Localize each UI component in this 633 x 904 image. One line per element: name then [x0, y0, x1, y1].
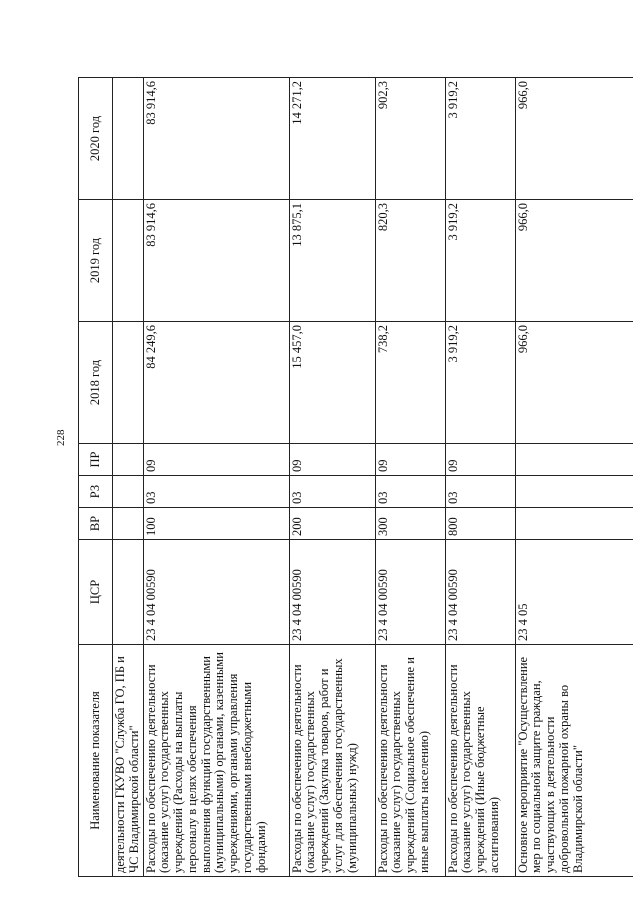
- row-vr: 800: [445, 508, 515, 540]
- table-row: [515, 78, 633, 877]
- row-2020: 3 919,2: [445, 78, 515, 200]
- row-pr: [113, 444, 144, 476]
- row-pr: 09: [143, 444, 289, 476]
- row-pr: 09: [445, 444, 515, 476]
- header-2019: 2019 год: [79, 200, 113, 322]
- row-name: деятельности ГКУВО "Служба ГО, ПБ и ЧС Владимирской области": [113, 645, 144, 877]
- row-2018: 966,0: [515, 322, 633, 444]
- row-2019: 3 919,2: [445, 200, 515, 322]
- row-name: Расходы по обеспечению деятельности (оказание услуг) государственных учреждений (Расходы на выплаты персоналу в целях обеспечения выполнения функций государственными (муниципальными) органами, казенными учреждениями, органами управления государственными внебюджетными фондами): [143, 645, 289, 877]
- row-csr: 23 4 04 00590: [445, 540, 515, 645]
- row-rz: 03: [143, 476, 289, 508]
- row-name: Расходы по обеспечению деятельности (оказание услуг) государственных учреждений (Социальное обеспечение и иные выплаты населению): [375, 645, 445, 877]
- row-2020: 902,3: [375, 78, 445, 200]
- row-pr: [515, 444, 633, 476]
- table-row: [113, 78, 144, 877]
- header-vr: ВР: [79, 508, 113, 540]
- row-2019: [113, 200, 144, 322]
- header-rz: РЗ: [79, 476, 113, 508]
- row-2018: 15 457,0: [289, 322, 375, 444]
- row-vr: [515, 508, 633, 540]
- row-2019: 820,3: [375, 200, 445, 322]
- row-vr: 300: [375, 508, 445, 540]
- header-pr: ПР: [79, 444, 113, 476]
- row-vr: 200: [289, 508, 375, 540]
- row-2019: 83 914,6: [143, 200, 289, 322]
- row-csr: [113, 540, 144, 645]
- row-2020: 14 271,2: [289, 78, 375, 200]
- row-csr: 23 4 04 00590: [375, 540, 445, 645]
- header-row: [79, 78, 113, 877]
- header-2020: 2020 год: [79, 78, 113, 200]
- budget-table: [78, 77, 633, 877]
- row-vr: [113, 508, 144, 540]
- row-2020: 966,0: [515, 78, 633, 200]
- table-row: [289, 78, 375, 877]
- row-2019: 966,0: [515, 200, 633, 322]
- row-name: Расходы по обеспечению деятельности (оказание услуг) государственных учреждений (Иные бюджетные ассигнования): [445, 645, 515, 877]
- row-rz: 03: [375, 476, 445, 508]
- row-rz: [113, 476, 144, 508]
- row-rz: 03: [289, 476, 375, 508]
- row-2018: 738,2: [375, 322, 445, 444]
- row-2018: 84 249,6: [143, 322, 289, 444]
- row-rz: [515, 476, 633, 508]
- table-row: [143, 78, 289, 877]
- row-pr: 09: [375, 444, 445, 476]
- row-csr: 23 4 04 00590: [143, 540, 289, 645]
- row-rz: 03: [445, 476, 515, 508]
- row-2020: 83 914,6: [143, 78, 289, 200]
- header-name: Наименование показателя: [79, 645, 113, 877]
- row-2018: 3 919,2: [445, 322, 515, 444]
- header-csr: ЦСР: [79, 540, 113, 645]
- row-pr: 09: [289, 444, 375, 476]
- row-2020: [113, 78, 144, 200]
- rotated-table-container: [78, 77, 633, 877]
- row-name: Основное мероприятие "Осуществление мер по социальной защите граждан, участвующих в деятельности добровольной пожарной охраны во Владимирской области": [515, 645, 633, 877]
- page-number: 228: [55, 429, 67, 446]
- row-vr: 100: [143, 508, 289, 540]
- row-2019: 13 875,1: [289, 200, 375, 322]
- row-name: Расходы по обеспечению деятельности (оказание услуг) государственных учреждений (Закупка товаров, работ и услуг для обеспечения государственных (муниципальных) нужд): [289, 645, 375, 877]
- row-csr: 23 4 05: [515, 540, 633, 645]
- row-csr: 23 4 04 00590: [289, 540, 375, 645]
- table-row: [375, 78, 445, 877]
- header-2018: 2018 год: [79, 322, 113, 444]
- table-row: [445, 78, 515, 877]
- row-2018: [113, 322, 144, 444]
